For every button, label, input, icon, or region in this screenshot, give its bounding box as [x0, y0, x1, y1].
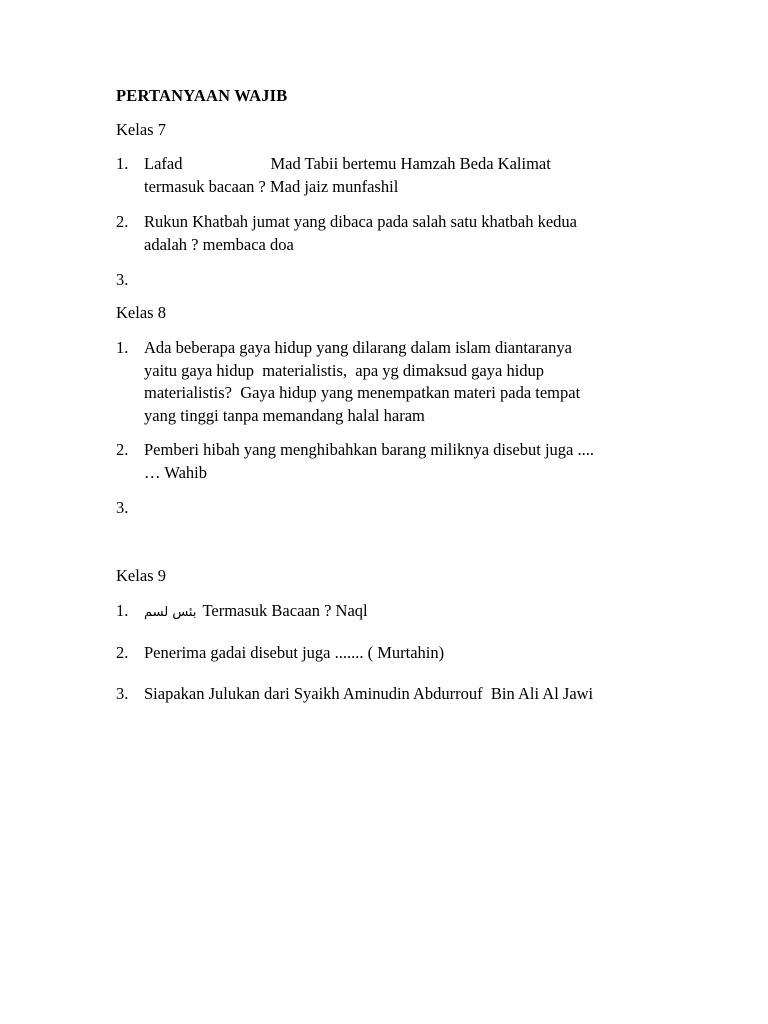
item-number: 2. [116, 440, 129, 459]
item-text: Ada beberapa gaya hidup yang dilarang dalam islam diantaranya [144, 338, 572, 357]
item-text-continued: … Wahib [144, 462, 207, 482]
item-text [144, 153, 676, 176]
item-text-continued: yang tinggi tanpa memandang halal haram [144, 405, 425, 425]
item-number: 1. [116, 601, 129, 620]
item-text-continued: termasuk bacaan ? Mad jaiz munfashil [144, 176, 399, 196]
section-heading-kelas-9: Kelas 9 [116, 566, 166, 585]
list-item [116, 642, 676, 665]
item-text [144, 600, 676, 625]
item-text-continued: yaitu gaya hidup materialistis, apa yg dimaksud gaya hidup [144, 360, 545, 380]
item-text-part: Termasuk Bacaan ? Naql [202, 601, 368, 620]
item-number: 2. [116, 212, 129, 231]
item-text: Pemberi hibah yang menghibahkan barang miliknya disebut juga .... [144, 440, 594, 459]
list-item [116, 439, 676, 484]
list-item [116, 600, 676, 625]
item-number: 3. [116, 498, 129, 517]
document-title: PERTANYAAN WAJIB [116, 86, 288, 105]
item-text: Rukun Khatbah jumat yang dibaca pada salah satu khatbah kedua [144, 212, 577, 231]
item-text: Penerima gadai disebut juga ....... ( Murtahin) [144, 643, 445, 662]
item-number: 1. [116, 154, 129, 173]
item-text: Siapakan Julukan dari Syaikh Aminudin Abdurrouf Bin Ali Al Jawi [144, 684, 594, 703]
item-text-part: Mad Tabii bertemu Hamzah Beda Kalimat [270, 154, 551, 173]
item-number: 3. [116, 270, 129, 289]
item-number: 1. [116, 338, 129, 357]
item-text-part: Lafad [144, 154, 183, 173]
list-item [116, 153, 676, 198]
item-number: 2. [116, 643, 129, 662]
list-item [116, 211, 676, 256]
section-heading-kelas-8: Kelas 8 [116, 303, 166, 322]
list-item [116, 683, 676, 706]
list-item [116, 337, 676, 427]
item-text-continued: adalah ? membaca doa [144, 234, 294, 254]
section-heading-kelas-7: Kelas 7 [116, 120, 166, 139]
arabic-text: بئس لسم [144, 605, 197, 620]
item-number: 3. [116, 684, 129, 703]
item-text-continued: materialistis? Gaya hidup yang menempatkan materi pada tempat [144, 383, 581, 402]
